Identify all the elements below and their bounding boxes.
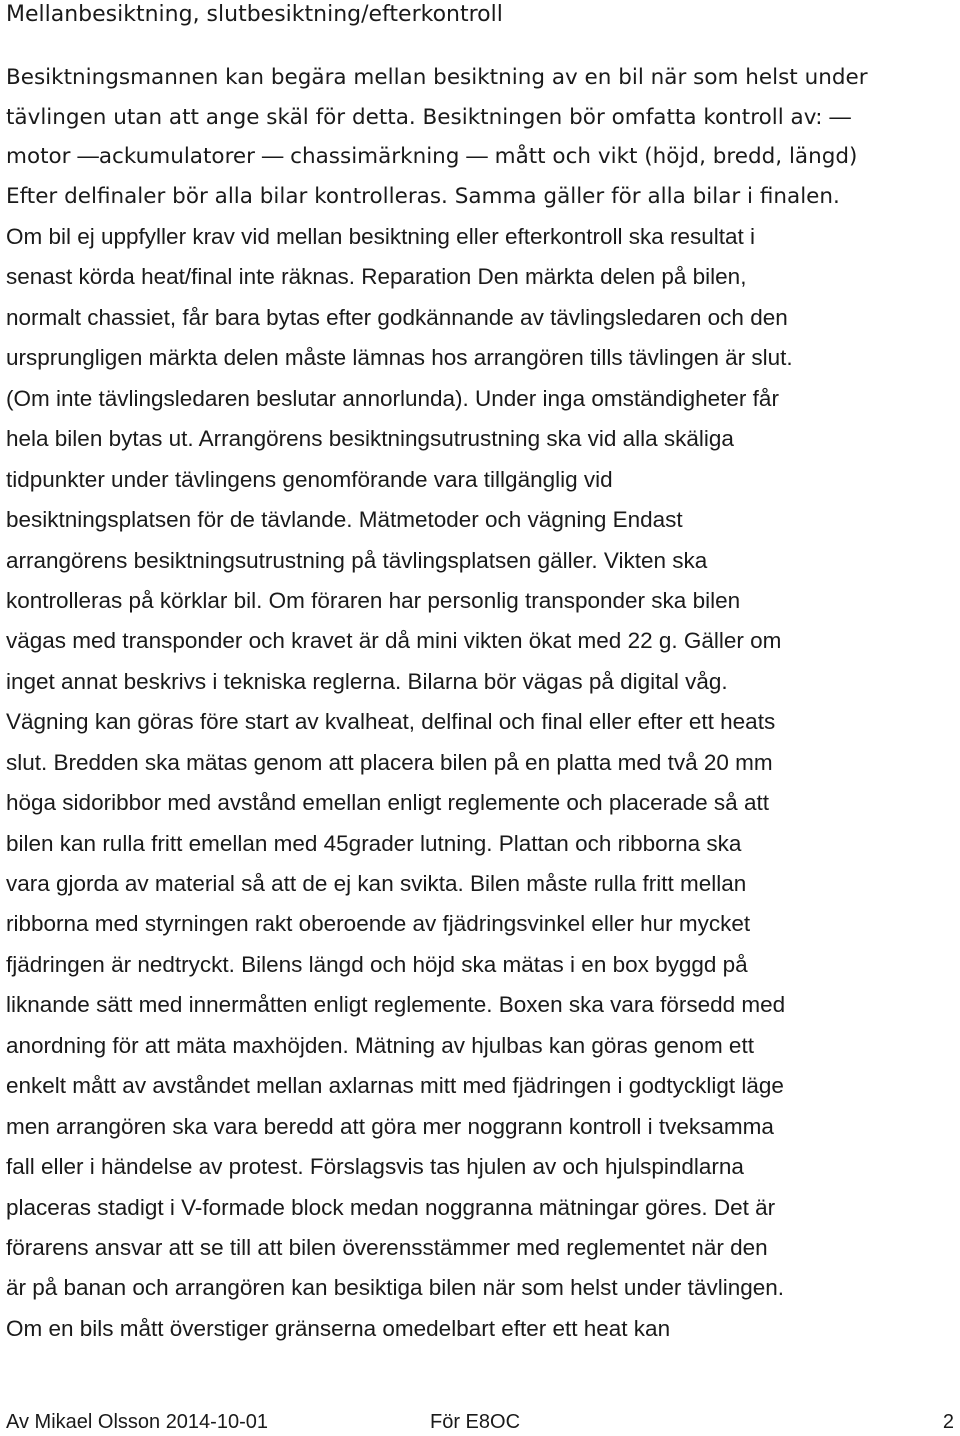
footer-for-label: För E8OC bbox=[430, 1411, 521, 1433]
page-footer bbox=[0, 1408, 960, 1436]
text-line: (Om inte tävlingsledaren beslutar annorlunda). Under inga omständigheter får bbox=[6, 385, 779, 411]
text-line: fall eller i händelse av protest. Förslagsvis tas hjulen av och hjulspindlarna bbox=[6, 1154, 744, 1180]
page-heading: Mellanbesiktning, slutbesiktning/efterkontroll bbox=[6, 2, 503, 27]
body-paragraph bbox=[6, 217, 956, 1349]
text-line: Besiktningsmannen kan begära mellan besiktning av en bil när som helst under bbox=[6, 65, 868, 90]
text-line: placeras stadigt i V-formade block medan noggranna mätningar göres. Det är bbox=[6, 1194, 776, 1220]
text-line: anordning för att mäta maxhöjden. Mätning av hjulbas kan göras genom ett bbox=[6, 1032, 754, 1058]
text-line: arrangörens besiktningsutrustning på tävlingsplatsen gäller. Vikten ska bbox=[6, 547, 708, 573]
text-line: höga sidoribbor med avstånd emellan enligt reglemente och placerade så att bbox=[6, 790, 769, 816]
text-line: Efter delfinaler bör alla bilar kontrolleras. Samma gäller för alla bilar i finalen. bbox=[6, 183, 840, 209]
text-line: men arrangören ska vara beredd att göra mer noggrann kontroll i tveksamma bbox=[6, 1113, 774, 1139]
text-line: inget annat beskrivs i tekniska reglerna. Bilarna bör vägas på digital våg. bbox=[6, 668, 728, 694]
text-line: är på banan och arrangören kan besiktiga bilen när som helst under tävlingen. bbox=[6, 1275, 784, 1301]
text-line: ursprungligen märkta delen måste lämnas hos arrangören tills tävlingen är slut. bbox=[6, 345, 793, 371]
text-line: hela bilen bytas ut. Arrangörens besiktningsutrustning ska vid alla skäliga bbox=[6, 426, 734, 452]
text-line: bilen kan rulla fritt emellan med 45grader lutning. Plattan och ribborna ska bbox=[6, 830, 742, 856]
text-line: motor ―ackumulatorer ― chassimärkning ― mått och vikt (höjd, bredd, längd) bbox=[6, 144, 858, 169]
page-number: 2 bbox=[942, 1411, 954, 1433]
text-line: vara gjorda av material så att de ej kan svikta. Bilen måste rulla fritt mellan bbox=[6, 871, 747, 896]
text-line: vägas med transponder och kravet är då mini vikten ökat med 22 g. Gäller om bbox=[6, 628, 782, 654]
text-line: fjädringen är nedtryckt. Bilens längd och höjd ska mätas i en box byggd på bbox=[6, 951, 748, 977]
text-line: Om en bils mått överstiger gränserna omedelbart efter ett heat kan bbox=[6, 1315, 671, 1341]
text-line: besiktningsplatsen för de tävlande. Mätmetoder och vägning Endast bbox=[6, 507, 683, 533]
text-line: tävlingen utan att ange skäl för detta. Besiktningen bör omfatta kontroll av: ― bbox=[6, 104, 851, 130]
text-line: enkelt mått av avståndet mellan axlarnas mitt med fjädringen i godtyckligt läge bbox=[6, 1073, 784, 1099]
text-line: ribborna med styrningen rakt oberoende av fjädringsvinkel eller hur mycket bbox=[6, 911, 751, 937]
footer-author-date: Av Mikael Olsson 2014-10-01 bbox=[6, 1411, 268, 1433]
text-line: liknande sätt med innermåtten enligt reglemente. Boxen ska vara försedd med bbox=[6, 992, 786, 1018]
intro-paragraph bbox=[6, 58, 956, 216]
text-line: Om bil ej uppfyller krav vid mellan besiktning eller efterkontroll ska resultat i bbox=[6, 224, 756, 249]
text-line: förarens ansvar att se till att bilen överensstämmer med reglementet när den bbox=[6, 1234, 768, 1260]
text-line: Vägning kan göras före start av kvalheat, delfinal och final eller efter ett heats bbox=[6, 709, 776, 735]
text-line: normalt chassiet, får bara bytas efter godkännande av tävlingsledaren och den bbox=[6, 304, 788, 330]
text-line: slut. Bredden ska mätas genom att placera bilen på en platta med två 20 mm bbox=[6, 749, 773, 775]
text-line: kontrolleras på körklar bil. Om föraren har personlig transponder ska bilen bbox=[6, 587, 741, 613]
text-line: senast körda heat/final inte räknas. Reparation Den märkta delen på bilen, bbox=[6, 264, 747, 290]
text-line: tidpunkter under tävlingens genomförande vara tillgänglig vid bbox=[6, 466, 613, 492]
